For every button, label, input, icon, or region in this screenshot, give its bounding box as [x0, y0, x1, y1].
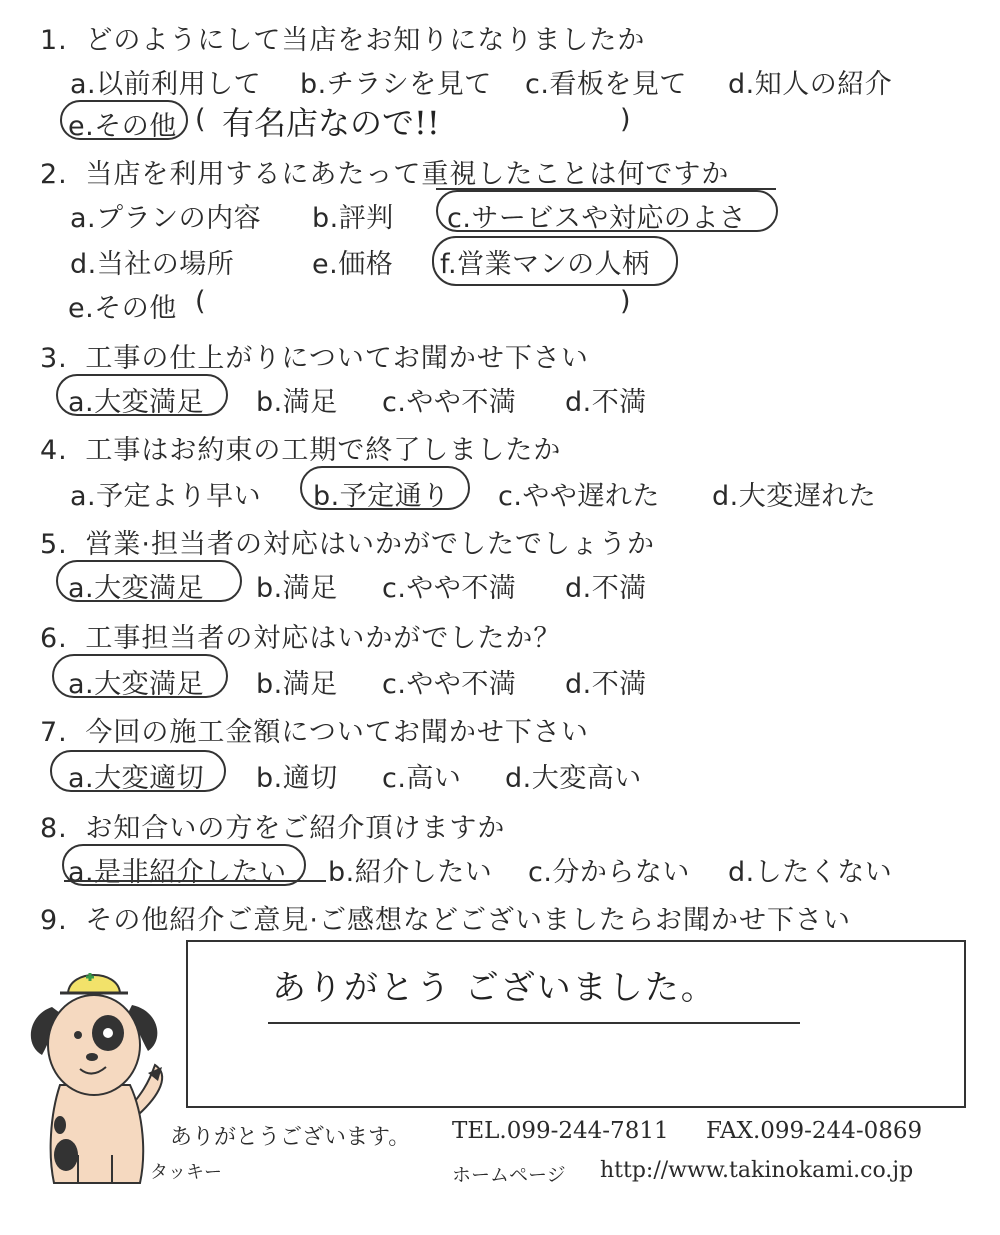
q7-option-a[interactable]: a.大変適切: [68, 763, 205, 794]
q2-option-other[interactable]: e.その他: [68, 293, 177, 324]
q1-option-b[interactable]: b.チラシを見て: [300, 69, 492, 100]
q3-option-b[interactable]: b.満足: [256, 387, 338, 418]
q4-option-c[interactable]: c.やや遅れた: [498, 481, 660, 512]
question-text: その他紹介ご意見·ご感想などございましたらお聞かせ下さい: [85, 905, 851, 936]
paren-open: (: [195, 104, 207, 135]
q6-option-c[interactable]: c.やや不満: [382, 669, 517, 700]
handwritten-comment: ありがとう ございました。: [272, 968, 717, 1008]
question-number: 4.: [40, 435, 68, 466]
paren-open: (: [195, 286, 207, 317]
handwritten-answer: 有名店なので!!: [222, 104, 440, 142]
q1-option-e[interactable]: e.その他: [68, 111, 177, 142]
question-number: 8.: [40, 813, 68, 844]
q2-option-a[interactable]: a.プランの内容: [70, 203, 262, 234]
q5-option-c[interactable]: c.やや不満: [382, 573, 517, 604]
question-number: 6.: [40, 623, 68, 654]
paren-close: ): [620, 286, 632, 317]
question-text: 今回の施工金額についてお聞かせ下さい: [85, 717, 589, 748]
q5-option-b[interactable]: b.満足: [256, 573, 338, 604]
question-text: 当店を利用するにあたって重視したことは何ですか: [85, 159, 730, 190]
question-6: [40, 616, 561, 655]
q5-option-d[interactable]: d.不満: [565, 573, 647, 604]
footer-thanks: ありがとうございます。: [170, 1125, 411, 1150]
q4-option-a[interactable]: a.予定より早い: [70, 481, 262, 512]
q1-option-d[interactable]: d.知人の紹介: [728, 69, 893, 100]
comment-underline: [268, 1022, 800, 1024]
question-1: [40, 18, 645, 57]
q7-option-b[interactable]: b.適切: [256, 763, 338, 794]
q8-option-d[interactable]: d.したくない: [728, 857, 893, 888]
q6-option-d[interactable]: d.不満: [565, 669, 647, 700]
q4-option-b[interactable]: b.予定通り: [313, 481, 450, 512]
question-text: 工事はお約束の工期で終了しましたか: [85, 435, 562, 466]
question-4: [40, 428, 561, 467]
q2-option-e[interactable]: e.価格: [312, 249, 394, 280]
question-text: 工事の仕上がりについてお聞かせ下さい: [85, 343, 589, 374]
question-text: どのようにして当店をお知りになりましたか: [85, 25, 646, 56]
q5-option-a[interactable]: a.大変満足: [68, 573, 205, 604]
question-9: [40, 898, 851, 937]
mascot-name: タッキー: [150, 1162, 222, 1183]
question-3: [40, 336, 589, 375]
q2-option-b[interactable]: b.評判: [312, 203, 394, 234]
question-text: 工事担当者の対応はいかがでしたか？: [85, 623, 562, 654]
homepage-label: ホームページ: [452, 1164, 566, 1186]
q7-option-c[interactable]: c.高い: [382, 763, 462, 794]
question-5: [40, 522, 655, 561]
q2-option-c[interactable]: c.サービスや対応のよさ: [447, 203, 747, 234]
question-8: [40, 806, 505, 845]
question-number: 3.: [40, 343, 68, 374]
q8-option-a[interactable]: a.是非紹介したい: [68, 857, 287, 888]
q3-option-c[interactable]: c.やや不満: [382, 387, 517, 418]
question-text: 営業·担当者の対応はいかがでしたでしょうか: [85, 529, 655, 560]
q6-option-a[interactable]: a.大変満足: [68, 669, 205, 700]
q2-option-f[interactable]: f.営業マンの人柄: [440, 249, 650, 280]
answer-underline: [436, 188, 776, 190]
q1-option-a[interactable]: a.以前利用して: [70, 69, 262, 100]
question-number: 5.: [40, 529, 68, 560]
q3-option-d[interactable]: d.不満: [565, 387, 647, 418]
q2-option-d[interactable]: d.当社の場所: [70, 249, 235, 280]
q4-option-d[interactable]: d.大変遅れた: [712, 481, 877, 512]
paren-close: ): [620, 104, 632, 135]
q8-option-b[interactable]: b.紹介したい: [328, 857, 493, 888]
footer-tel: TEL.099-244-7811: [452, 1118, 669, 1144]
q8-option-c[interactable]: c.分からない: [528, 857, 690, 888]
question-number: 7.: [40, 717, 68, 748]
question-2: [40, 152, 729, 191]
question-7: [40, 710, 589, 749]
footer-fax: FAX.099-244-0869: [706, 1118, 923, 1144]
q1-option-c[interactable]: c.看板を見て: [525, 69, 687, 100]
q3-option-a[interactable]: a.大変満足: [68, 387, 205, 418]
question-text: お知合いの方をご紹介頂けますか: [85, 813, 506, 844]
q7-option-d[interactable]: d.大変高い: [505, 763, 642, 794]
question-number: 9.: [40, 905, 68, 936]
question-number: 2.: [40, 159, 68, 190]
q6-option-b[interactable]: b.満足: [256, 669, 338, 700]
answer-underline: [64, 880, 326, 882]
footer-url[interactable]: http://www.takinokami.co.jp: [600, 1158, 914, 1183]
question-number: 1.: [40, 25, 68, 56]
